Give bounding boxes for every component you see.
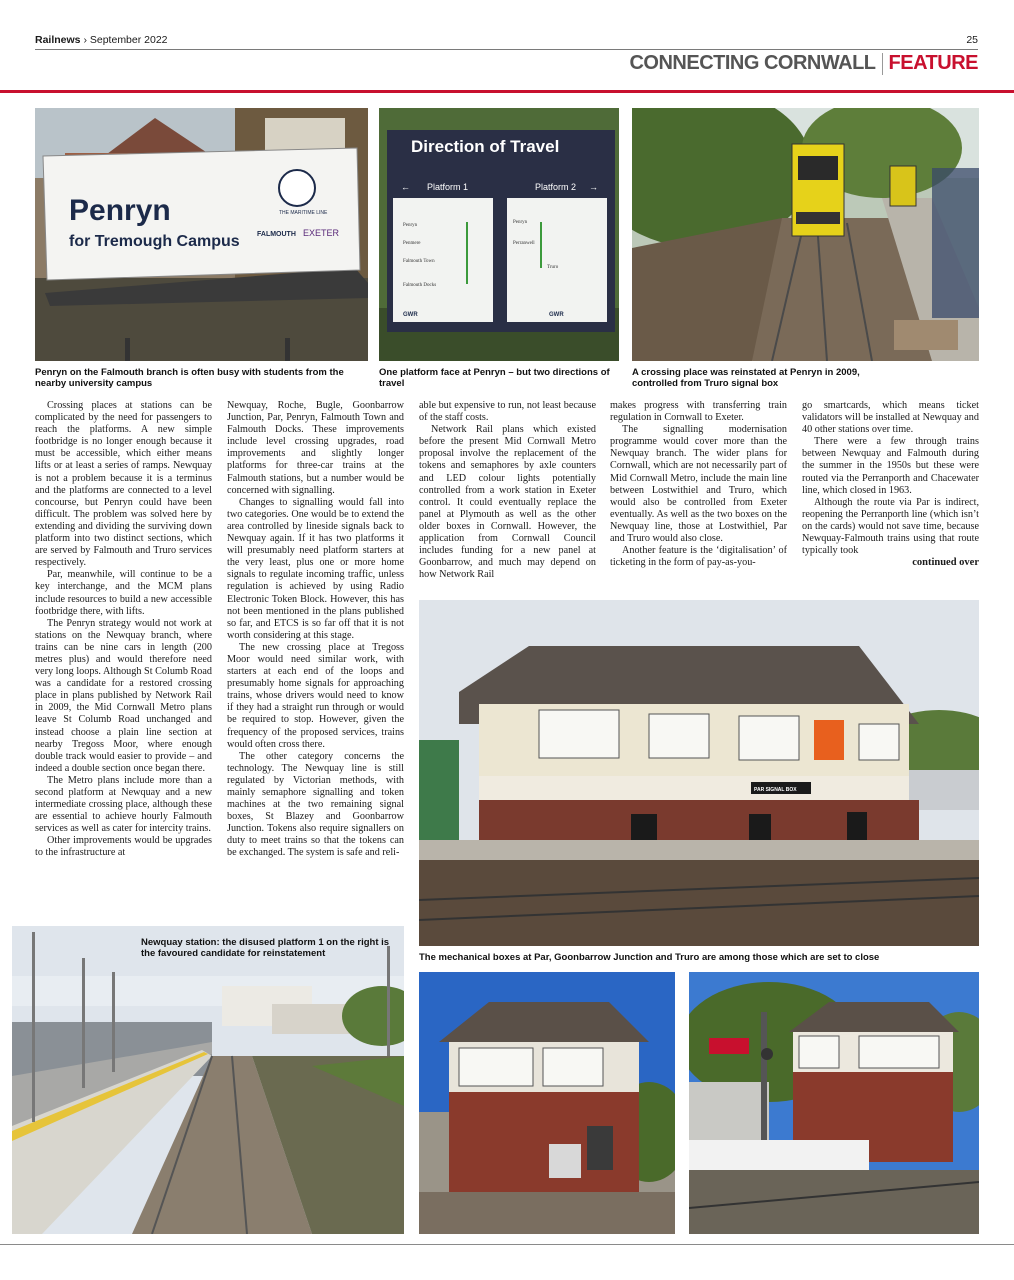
section-label: FEATURE <box>888 52 978 74</box>
article-paragraph: The other category concerns the technology. The Newquay line is still regulated by Victorian methods, with mainly semaphore signalling and token machines at the two remaining signal boxes, St Blazey and Goonbarrow Junction. Tokens also require signallers on duty to meet trains so that the tokens can be exchanged. The system is safe and reli- <box>227 750 404 859</box>
left-station-4: Falmouth Docks <box>403 283 437 288</box>
photo-newquay-station <box>12 926 404 1234</box>
exeter-logo-text: EXETER <box>303 228 340 238</box>
article-column-1 <box>35 400 212 920</box>
svg-text:→: → <box>589 182 598 192</box>
maritime-line-logo <box>279 170 315 206</box>
article-column-3 <box>419 400 596 592</box>
masthead-separator: › <box>83 34 87 46</box>
caption-newquay: Newquay station: the disused platform 1 on the right is the favoured candidate for reinstatement <box>141 937 390 959</box>
article-column-2 <box>227 400 404 920</box>
photo-goonbarrow-box <box>419 972 675 1234</box>
photo-direction-board <box>379 108 619 361</box>
article-paragraph: Par, meanwhile, will continue to be a key interchange, and the MCM plans include resources to build a new accessible footbridge there, with lifts. <box>35 569 212 617</box>
photo-crossing-place <box>632 108 979 361</box>
article-paragraph: Although the route via Par is indirect, reopening the Perranporth line (which isn’t on the cards) would not save time, because Newquay-Falmouth trains using that route typically took <box>802 496 979 557</box>
platform-1-label: Platform 1 <box>427 182 469 192</box>
left-station-2: Penmere <box>403 241 421 246</box>
left-station-3: Falmouth Town <box>403 259 435 264</box>
article-paragraph: The Metro plans include more than a second platform at Newquay and a new intermediate crossing place, although these are essential to achieve hourly Falmouth services as well as cater for intercity trains. <box>35 774 212 835</box>
article-paragraph: makes progress with transferring train regulation in Cornwall to Exeter. <box>610 400 787 424</box>
photo-truro-box <box>689 972 979 1234</box>
right-station-2: Perranwell <box>513 241 535 246</box>
article-paragraph: Another feature is the ‘digitalisation’ of ticketing in the form of pay-as-you- <box>610 545 787 569</box>
caption-penryn-sign: Penryn on the Falmouth branch is often busy with students from the nearby university campus <box>35 367 344 389</box>
operator-logo-right: GWR <box>549 312 564 318</box>
par-nameboard-text: PAR SIGNAL BOX <box>754 787 797 793</box>
publication-name: Railnews <box>35 34 81 46</box>
sign-title-text: Penryn <box>69 194 171 227</box>
platform-2-label: Platform 2 <box>535 182 577 192</box>
section-heading <box>629 52 978 75</box>
right-station-3: Truro <box>547 265 559 270</box>
masthead <box>35 34 168 46</box>
footer-rule <box>0 1244 1014 1245</box>
right-station-1: Penryn <box>513 220 528 225</box>
article-paragraph: Network Rail plans which existed before the present Mid Cornwall Metro proposal involve the replacement of the tokens and semaphores by axle counters and LED colour lights potentially controlled from a work station in Exeter control. It could eventually replace the panel at Plymouth as well as the other older boxes in Cornwall. However, the application from Cornwall Council includes funding for a new panel at Goonbarrow, and much may depend on how Network Rail <box>419 424 596 581</box>
caption-mechanical-boxes: The mechanical boxes at Par, Goonbarrow Junction and Truro are among those which are set to close <box>419 952 880 963</box>
issue-date: September 2022 <box>89 34 168 46</box>
article-column-5 <box>802 400 979 592</box>
article-paragraph: Newquay, Roche, Bugle, Goonbarrow Junction, Par, Penryn, Falmouth Town and Falmouth Docks. These improvements include level crossing upgrades, road improvements and slightly longer platforms for three-car trains at the Falmouth stations, but a number would be concerned with signalling. <box>227 400 404 496</box>
article-paragraph: Changes to signalling would fall into two categories. One would be to extend the area controlled by lineside signals back to Newquay again. If it has two platforms it will presumably need platform starters at the very least, plus one or more home signals to regulate incoming traffic, unless regulation is achieved by using Radio Electronic Token Block. However, this has not been mentioned in the plans published so far, and ETCS is so far off that it is not worth considering at this stage. <box>227 496 404 641</box>
caption-direction-board: One platform face at Penryn – but two directions of travel <box>379 367 610 389</box>
caption-crossing-place: A crossing place was reinstated at Penryn in 2009, controlled from Truro signal box <box>632 367 860 389</box>
article-paragraph: able but expensive to run, not least because of the staff costs. <box>419 400 596 424</box>
header-rule <box>35 49 978 50</box>
article-paragraph: The Penryn strategy would not work at stations on the Newquay branch, where trains can be nine cars in length (200 metres plus) and would therefore need very long loops. Although St Columb Road was a candidate for a restored crossing place in plans published by Network Rail in 2009, the Mid Cornwall Metro plans leave St Columb Road unchanged and instead choose a plain line section at nearby Tregoss Moor, where enough double track would easier to provide – and indeed a double section once began there. <box>35 617 212 774</box>
article-paragraph: Crossing places at stations can be complicated by the need for passengers to reach the platforms. A new simple footbridge is no longer enough because it must be accessible, which either means lifts or at least a series of ramps. Newquay is not a problem because it is a terminus and the platforms are connected to a level concourse, but Penryn could have been difficult. The problem was solved here by extending and dividing the surviving down platform into two distinct sections, which are served by Falmouth and Truro services respectively. <box>35 400 212 569</box>
sign-subtitle-text: for Tremough Campus <box>69 233 240 250</box>
maritime-line-text: THE MARITIME LINE <box>279 210 328 216</box>
article-paragraph: There were a few through trains between Newquay and Falmouth during the summer in the 1950s but these were routed via the Perranporth and Chacewater line, which closed in 1963. <box>802 436 979 496</box>
operator-logo-left: GWR <box>403 312 418 318</box>
continued-over-label: continued over <box>912 557 979 569</box>
photo-par-signal-box <box>419 600 979 946</box>
article-column-4 <box>610 400 787 592</box>
section-divider <box>882 53 883 75</box>
board-title-text: Direction of Travel <box>411 137 560 156</box>
article-paragraph: go smartcards, which means ticket validators will be installed at Newquay and 40 other stations over time. <box>802 400 979 436</box>
svg-text:←: ← <box>401 182 410 192</box>
falmouth-logo-text: FALMOUTH <box>257 231 296 238</box>
article-paragraph: The new crossing place at Tregoss Moor would need similar work, with starters at each end of the loops and presumably home signals for approaching trains, whose drivers would need to know if they had a straight run through or would be required to stop. However, given the frequency of the proposed services, trains would often cross there. <box>227 641 404 750</box>
photo-penryn-sign <box>35 108 368 361</box>
header-accent-rule <box>0 90 1014 93</box>
article-paragraph: The signalling modernisation programme would cover more than the Newquay branch. The wider plans for Cornwall, which are not necessarily part of Mid Cornwall Metro, include the main line between Lostwithiel and Truro, which would also be controlled from Exeter eventually. As well as the two boxes on the Newquay line, those at Lostwithiel, Par and Truro would also close. <box>610 424 787 545</box>
page-number: 25 <box>966 34 978 46</box>
left-station-1: Penryn <box>403 223 418 228</box>
section-topic: CONNECTING CORNWALL <box>629 52 876 74</box>
article-paragraph: Other improvements would be upgrades to the infrastructure at <box>35 835 212 859</box>
